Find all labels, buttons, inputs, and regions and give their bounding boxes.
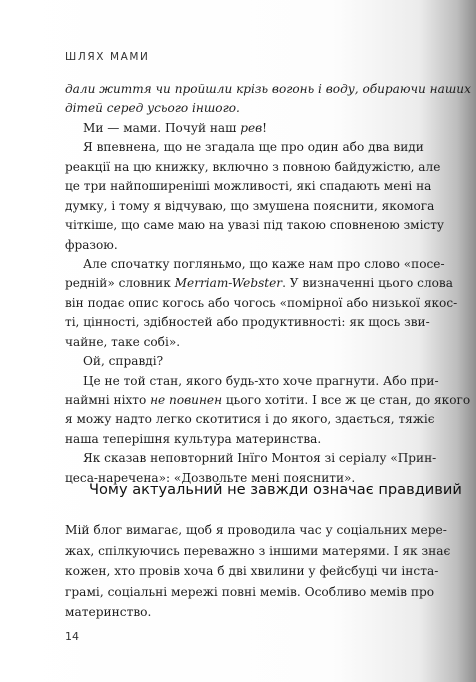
- text-line: [65, 449, 437, 468]
- text-segment: !: [262, 120, 268, 135]
- text-line: [65, 430, 421, 449]
- text-segment: цього хотіти. І все ж це стан, до якого: [222, 393, 471, 407]
- text-line: [65, 333, 421, 352]
- text-line: [65, 294, 458, 313]
- text-line: [65, 391, 471, 410]
- text-line: [65, 236, 421, 255]
- text-line: [65, 602, 421, 623]
- text-segment: реакції на цю книжку, включно з повною байдужістю, але: [65, 159, 441, 174]
- italic-text: не повинен: [150, 393, 223, 407]
- text-segment: чіткіше, що саме маю на увазі під такою сповненою змісту: [65, 218, 445, 233]
- italic-text: дітей серед усього іншого.: [65, 101, 240, 116]
- section-heading: Чому актуальний не завжди означає правдивий: [89, 481, 462, 498]
- body-text: [65, 80, 471, 488]
- text-line: [65, 158, 441, 177]
- text-line: [65, 216, 445, 235]
- text-segment: фразою.: [65, 237, 118, 252]
- text-segment: Ой, справді?: [83, 354, 164, 369]
- text-line: [65, 274, 453, 293]
- text-segment: Я впевнена, що не згадала ще про один або два види: [83, 140, 424, 155]
- text-segment: думку, і тому я відчуваю, що змушена пояснити, якомога: [65, 198, 435, 213]
- text-segment: наймні ніхто: [65, 393, 151, 407]
- text-line: [65, 541, 451, 562]
- text-segment: ті, цінності, здібностей або продуктивності: як щось зви-: [65, 315, 430, 330]
- text-line: [65, 372, 439, 391]
- text-line: [65, 138, 424, 157]
- italic-text: Merriam-Webster: [174, 276, 283, 291]
- text-segment: чайне, таке собі».: [65, 334, 181, 349]
- text-segment: це три найпоширеніші можливості, які спадають мені на: [65, 179, 432, 194]
- text-line: [65, 255, 445, 274]
- text-segment: грамі, соціальні мережі повні мемів. Особливо мемів про: [65, 584, 435, 599]
- text-segment: наша теперішня культура материнства.: [65, 431, 322, 446]
- running-head: ШЛЯХ МАМИ: [65, 51, 150, 63]
- text-segment: Мій блог вимагає, щоб я проводила час у соціальних мере-: [65, 523, 447, 537]
- text-line: [65, 177, 432, 196]
- text-segment: редній» словник: [65, 276, 175, 291]
- text-segment: Як сказав неповторний Iнїго Монтоя зі серіалу «Прин-: [83, 451, 437, 466]
- text-segment: материнство.: [65, 605, 152, 619]
- text-segment: цеса-наречена»: «Дозвольте мені пояснити».: [65, 470, 356, 485]
- text-line: [65, 313, 430, 332]
- text-line: [65, 99, 421, 118]
- text-line: [65, 520, 447, 541]
- text-line: [65, 119, 421, 138]
- italic-text: рев: [240, 120, 263, 135]
- text-segment: Ми — мами. Почуй наш: [83, 120, 241, 135]
- text-line: [65, 197, 435, 216]
- text-line: [65, 561, 439, 582]
- text-segment: . У визначенні цього слова: [282, 276, 453, 291]
- text-segment: я можу надто легко скотитися і до якого, здається, тяжіє: [65, 412, 435, 427]
- text-segment: жах, спілкуючись переважно з іншими матерями. І як знає: [65, 543, 451, 558]
- text-segment: Але спочатку погляньмо, що каже нам про слово «посе-: [83, 256, 445, 271]
- text-line: [65, 352, 421, 371]
- italic-text: дали життя чи пройшли крізь вогонь і воду, обираючи наших: [65, 82, 471, 96]
- text-line: [65, 80, 471, 99]
- text-line: [65, 582, 435, 603]
- text-segment: Це не той стан, якого будь-хто хоче прагнути. Або при-: [83, 373, 439, 388]
- text-segment: кожен, хто провів хоча б дві хвилини у фейсбуці чи інста-: [65, 564, 439, 578]
- text-line: [65, 410, 435, 429]
- page-number: 14: [65, 630, 79, 643]
- text-segment: він подає опис когось або чогось «помірної або низької якос-: [65, 295, 458, 310]
- blog-paragraph: [65, 520, 451, 623]
